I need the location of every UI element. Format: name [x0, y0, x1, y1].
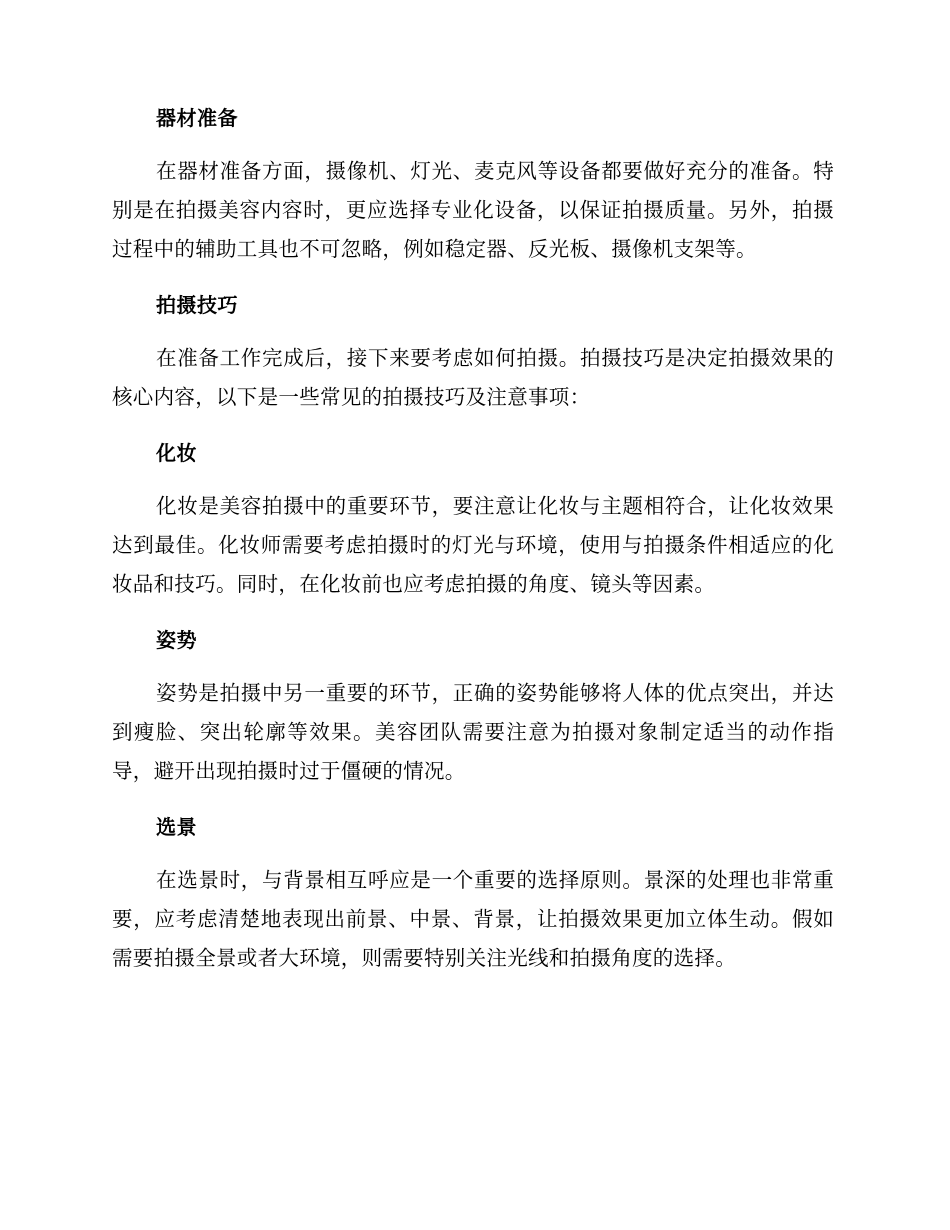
section-heading: 拍摄技巧	[156, 293, 238, 317]
section-paragraph: 在准备工作完成后，接下来要考虑如何拍摄。拍摄技巧是决定拍摄效果的核心内容，以下是一些常见的拍摄技巧及注意事项：	[112, 346, 834, 409]
section-pose	[112, 626, 834, 791]
section-paragraph: 在选景时，与背景相互呼应是一个重要的选择原则。景深的处理也非常重要，应考虑清楚地表现出前景、中景、背景，让拍摄效果更加立体生动。假如需要拍摄全景或者大环境，则需要特别关注光线和拍摄角度的选择。	[112, 868, 834, 970]
section-paragraph: 在器材准备方面，摄像机、灯光、麦克风等设备都要做好充分的准备。特别是在拍摄美容内容时，更应选择专业化设备，以保证拍摄质量。另外，拍摄过程中的辅助工具也不可忽略，例如稳定器、反光板、摄像机支架等。	[112, 159, 834, 261]
section-shooting-skills	[112, 291, 834, 417]
section-paragraph: 姿势是拍摄中另一重要的环节，正确的姿势能够将人体的优点突出，并达到瘦脸、突出轮廓等效果。美容团队需要注意为拍摄对象制定适当的动作指导，避开出现拍摄时过于僵硬的情况。	[112, 681, 834, 783]
section-heading: 选景	[156, 815, 197, 839]
section-heading: 姿势	[156, 628, 197, 652]
section-heading: 化妆	[156, 441, 197, 465]
document-page	[112, 104, 834, 1000]
section-heading: 器材准备	[156, 106, 238, 130]
section-paragraph: 化妆是美容拍摄中的重要环节，要注意让化妆与主题相符合，让化妆效果达到最佳。化妆师需要考虑拍摄时的灯光与环境，使用与拍摄条件相适应的化妆品和技巧。同时，在化妆前也应考虑拍摄的角度、镜头等因素。	[112, 494, 834, 596]
section-equipment	[112, 104, 834, 269]
section-scene-selection	[112, 813, 834, 978]
section-makeup	[112, 439, 834, 604]
